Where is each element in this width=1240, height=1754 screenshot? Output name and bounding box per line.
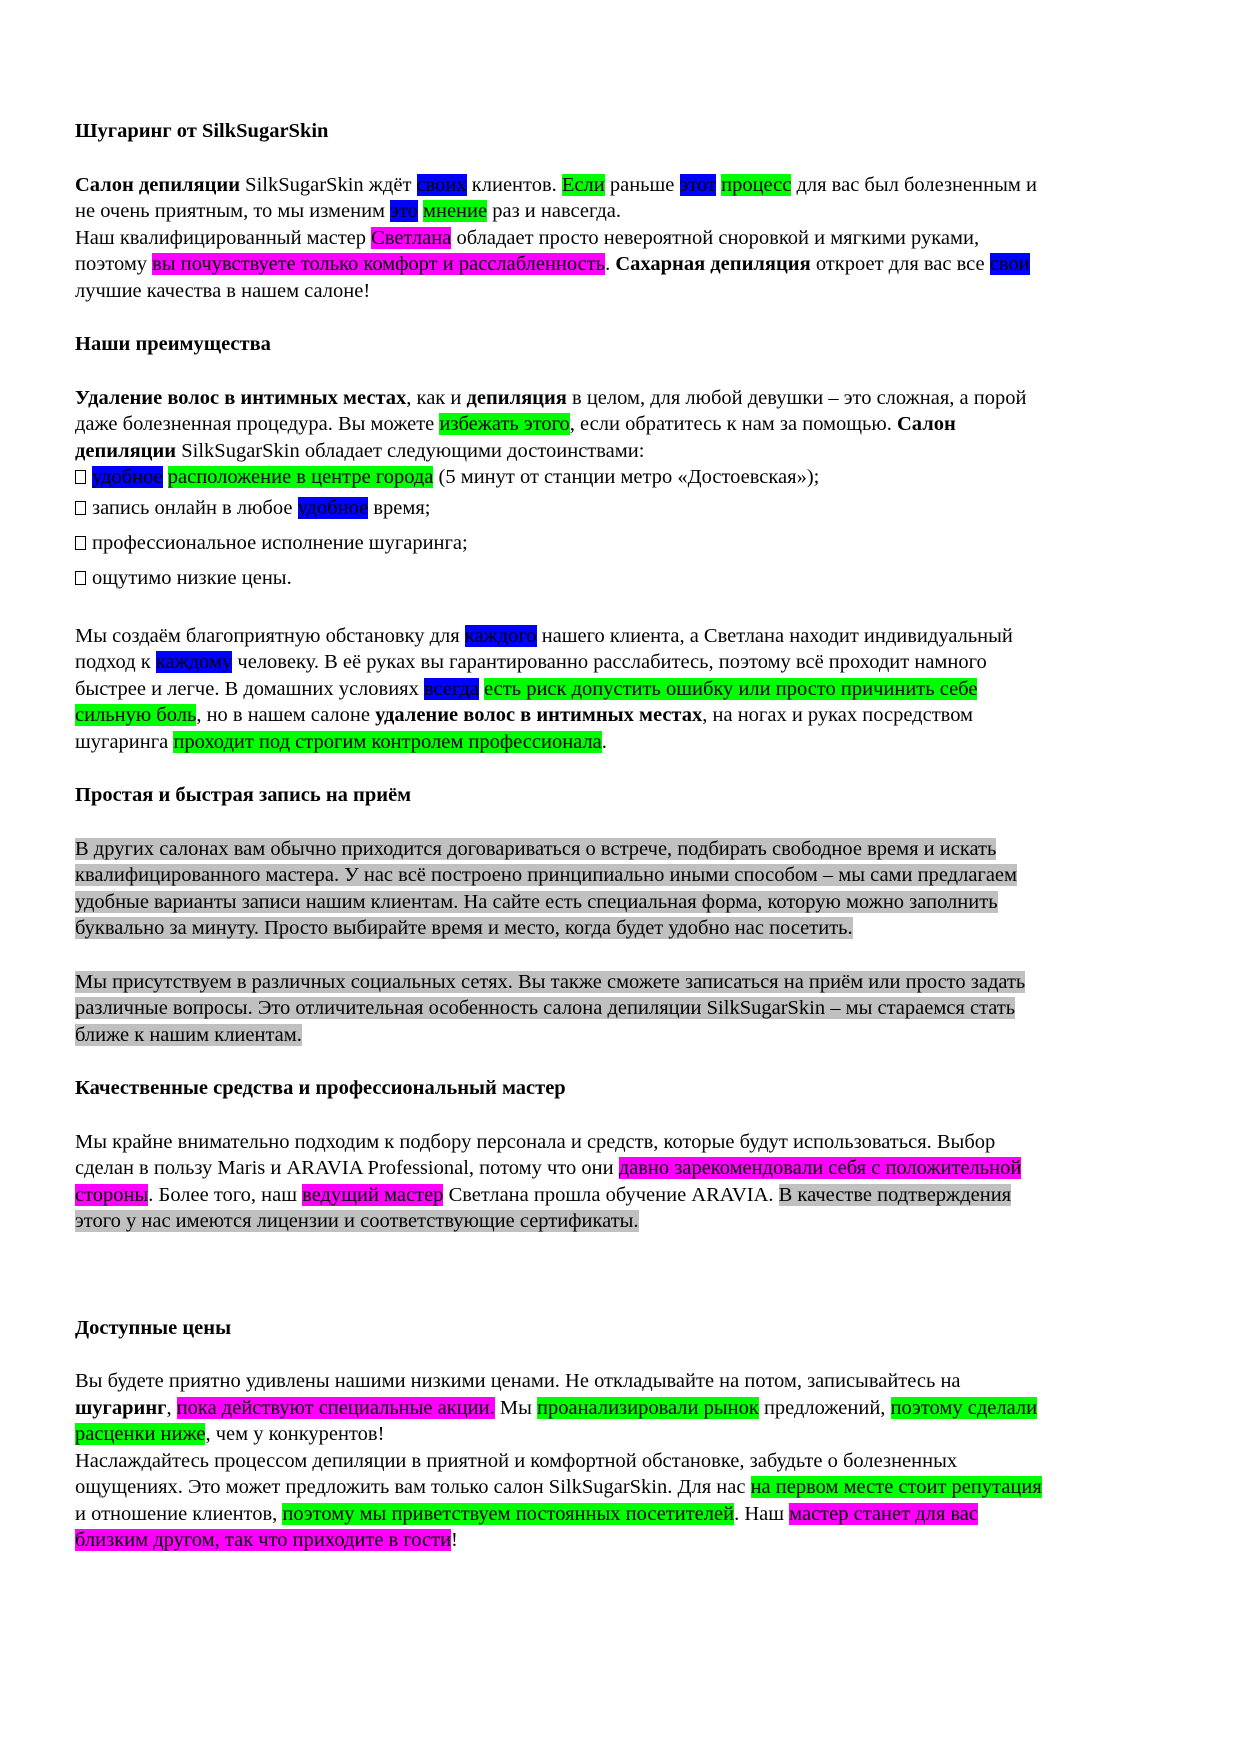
text-run: Светлана	[371, 226, 452, 249]
document-title: Шугаринг от SilkSugarSkin	[75, 120, 329, 142]
text-line: Вы будете приятно удивлены нашими низкими ценами. Не откладывайте на потом, записывайтесь на	[75, 1370, 961, 1392]
text-run: Салон депиляции	[75, 173, 241, 196]
text-line	[75, 1182, 1175, 1209]
text-run: Мы	[494, 1396, 538, 1419]
list-item	[75, 464, 1175, 491]
text-line	[75, 225, 1175, 252]
text-run: этого у нас имеются лицензии и соответствующие сертификаты.	[75, 1210, 639, 1232]
text-run: Сахарная депиляция	[615, 253, 811, 275]
text-run: удобные варианты записи нашим клиентам. На сайте есть специальная форма, которую можно заполнить	[75, 890, 998, 913]
text-run: на первом месте стоит репутация	[750, 1476, 1042, 1498]
list-item	[75, 491, 1175, 526]
text-run: Салон	[896, 413, 956, 435]
text-run: удобное	[297, 496, 369, 519]
section-heading-quality: Качественные средства и профессиональный мастер	[75, 1077, 566, 1099]
text-run: шугаринг	[75, 1396, 167, 1419]
text-line	[75, 1155, 1175, 1182]
text-line	[75, 385, 1175, 412]
text-run: , но в нашем салоне	[196, 704, 376, 726]
text-line	[75, 702, 1175, 729]
list-item	[75, 526, 1175, 561]
text-run: ,	[166, 1396, 177, 1419]
text-run: . Более того, наш	[148, 1183, 303, 1206]
text-run: Мы присутствуем в различных социальных сетях. Вы также сможете записаться на приём или просто задать	[75, 970, 1026, 993]
text-line	[75, 198, 1175, 225]
text-line	[75, 729, 1175, 756]
text-line	[75, 438, 1175, 465]
text-run: проанализировали рынок	[537, 1396, 759, 1419]
text-line: Наслаждайтесь процессом депиляции в приятной и комфортной обстановке, забудьте о болезненных	[75, 1449, 958, 1472]
text-line	[75, 1421, 1175, 1448]
text-run: различные вопросы. Это отличительная особенность салона депиляции SilkSugarSkin – мы стараемся стать	[75, 997, 1016, 1019]
text-line	[75, 862, 1175, 889]
text-run: (5 минут от станции метро «Достоевская»);	[433, 466, 820, 488]
text-run: квалифицированного мастера. У нас всё построено принципиально иными способом – мы сами предлагаем	[75, 864, 1017, 886]
text-run: раньше	[604, 173, 680, 196]
text-run: пока действуют специальные акции.	[176, 1396, 495, 1419]
text-run: вы почувствуете только комфорт и расслабленность	[152, 253, 606, 275]
text-line: лучшие качества в нашем салоне!	[75, 279, 371, 302]
booking-paragraph-2	[75, 969, 1175, 1049]
text-run: буквально за минуту. Просто выбирайте время и место, когда будет удобно нас посетить.	[75, 917, 853, 939]
text-run: расположение в центре города	[167, 466, 434, 488]
text-run: время;	[368, 496, 431, 519]
text-run: для вас был болезненным и	[791, 173, 1037, 196]
text-run: раз и навсегда.	[487, 200, 622, 222]
quality-paragraph	[75, 1129, 1175, 1235]
text-run: нашего клиента, а Светлана находит индивидуальный	[536, 624, 1013, 647]
text-run: поэтому	[75, 253, 153, 275]
section-heading-advantages: Наши преимущества	[75, 333, 271, 355]
text-line	[75, 251, 1175, 278]
text-run: мнение	[423, 200, 488, 222]
text-run: !	[451, 1529, 458, 1551]
text-run: Мы создаём благоприятную обстановку для	[75, 624, 465, 647]
text-line	[75, 676, 1175, 703]
text-line	[75, 172, 1175, 199]
text-run: и отношение клиентов,	[75, 1502, 283, 1525]
text-run: В качестве подтверждения	[778, 1183, 1012, 1206]
text-run: всегда	[423, 677, 479, 700]
text-run: стороны	[75, 1183, 149, 1206]
text-run: В других салонах вам обычно приходится договариваться о встрече, подбирать свободное время и искать	[75, 837, 997, 860]
text-run: есть риск допустить ошибку или просто причинить себе	[484, 677, 978, 700]
text-line	[75, 915, 1175, 942]
advantages-paragraph	[75, 385, 1175, 465]
text-run: сильную боль	[75, 704, 197, 726]
section-heading-prices: Доступные цены	[75, 1316, 232, 1339]
text-line	[75, 1022, 1175, 1049]
text-run: , на ногах и руках посредством	[702, 704, 974, 726]
text-line	[75, 995, 1175, 1022]
text-line	[75, 623, 1175, 650]
text-run: избежать этого	[439, 413, 570, 435]
text-run: предложений,	[758, 1396, 891, 1419]
section-heading-booking: Простая и быстрая запись на приём	[75, 784, 412, 806]
text-run: удобное	[92, 466, 163, 488]
bullet-icon	[75, 470, 86, 484]
text-run: Если	[561, 173, 605, 196]
text-line	[75, 411, 1175, 438]
text-run	[163, 466, 168, 488]
text-run: каждому	[155, 651, 233, 673]
text-run: шугаринга	[75, 730, 174, 753]
text-run: Удаление волос в интимных местах	[75, 386, 407, 409]
text-run: Светлана прошла обучение ARAVIA.	[443, 1183, 779, 1206]
atmosphere-paragraph	[75, 623, 1175, 756]
intro-paragraph	[75, 172, 1175, 305]
bullet-icon	[75, 536, 86, 550]
text-line: Мы крайне внимательно подходим к подбору персонала и средств, которые будут использоваться. Выбор	[75, 1130, 996, 1153]
text-run: SilkSugarSkin ждёт	[240, 173, 417, 196]
text-run: Наш квалифицированный мастер	[75, 226, 372, 249]
text-run: SilkSugarSkin обладает следующими достоинствами:	[176, 439, 645, 462]
text-run: человеку. В её руках вы гарантированно расслабитесь, поэтому всё проходит намного	[232, 651, 987, 673]
text-run: откроет для вас все	[810, 253, 990, 275]
text-line	[75, 969, 1175, 996]
text-run: .	[605, 253, 616, 275]
text-run: . Наш	[734, 1502, 790, 1525]
text-run: это	[390, 200, 418, 222]
bullet-icon	[75, 501, 86, 515]
text-run: запись онлайн в любое	[92, 496, 298, 519]
prices-paragraph	[75, 1368, 1175, 1554]
text-run: даже болезненная процедура. Вы можете	[75, 413, 440, 435]
text-line	[75, 1527, 1175, 1554]
advantages-list	[75, 464, 1175, 596]
text-run: , если обратитесь к нам за помощью.	[569, 413, 897, 435]
text-run: , чем у конкурентов!	[205, 1423, 385, 1445]
text-run: клиентов.	[466, 173, 562, 196]
text-line	[75, 836, 1175, 863]
text-run: поэтому сделали	[890, 1396, 1038, 1419]
text-run: близким другом, так что приходите в гости	[75, 1529, 452, 1551]
text-line	[75, 1501, 1175, 1528]
text-run: .	[601, 730, 607, 753]
text-run: ведущий мастер	[302, 1183, 444, 1206]
text-run: процесс	[721, 173, 792, 196]
text-run: подход к	[75, 651, 156, 673]
booking-paragraph-1	[75, 836, 1175, 942]
bullet-icon	[75, 571, 86, 585]
text-run: расценки ниже	[75, 1423, 206, 1445]
text-line	[75, 1395, 1175, 1422]
text-run: ощущениях. Это может предложить вам только салон SilkSugarSkin. Для нас	[75, 1476, 751, 1498]
text-line	[75, 1208, 1175, 1235]
text-run: проходит под строгим контролем профессионала	[173, 730, 602, 753]
text-run: поэтому мы приветствуем постоянных посетителей	[282, 1502, 735, 1525]
text-run: давно зарекомендовали себя с положительной	[618, 1157, 1022, 1179]
text-run: депиляция	[466, 386, 567, 409]
text-line	[75, 649, 1175, 676]
text-run: обладает просто невероятной сноровкой и мягкими руками,	[451, 226, 980, 249]
text-run: не очень приятным, то мы изменим	[75, 200, 391, 222]
text-run: ощутимо низкие цены.	[92, 566, 292, 589]
text-run: мастер станет для вас	[789, 1502, 979, 1525]
text-line	[75, 889, 1175, 916]
text-run: этот	[679, 173, 716, 196]
text-run: каждого	[464, 624, 537, 647]
list-item	[75, 561, 1175, 596]
text-line	[75, 1474, 1175, 1501]
text-run: профессиональное исполнение шугаринга;	[92, 531, 468, 554]
text-run: ближе к нашим клиентам.	[75, 1023, 302, 1046]
text-run: удаление волос в интимных местах	[375, 704, 703, 726]
text-run: своих	[416, 173, 467, 196]
text-run: в целом, для любой девушки – это сложная, а порой	[566, 386, 1027, 409]
text-run: депиляции	[75, 439, 177, 462]
text-run: сделан в пользу Maris и ARAVIA Professional, потому что они	[75, 1157, 619, 1179]
text-run: , как и	[406, 386, 467, 409]
text-run: свои	[989, 253, 1030, 275]
text-run: быстрее и легче. В домашних условиях	[75, 677, 424, 700]
document-page	[75, 118, 1175, 1554]
